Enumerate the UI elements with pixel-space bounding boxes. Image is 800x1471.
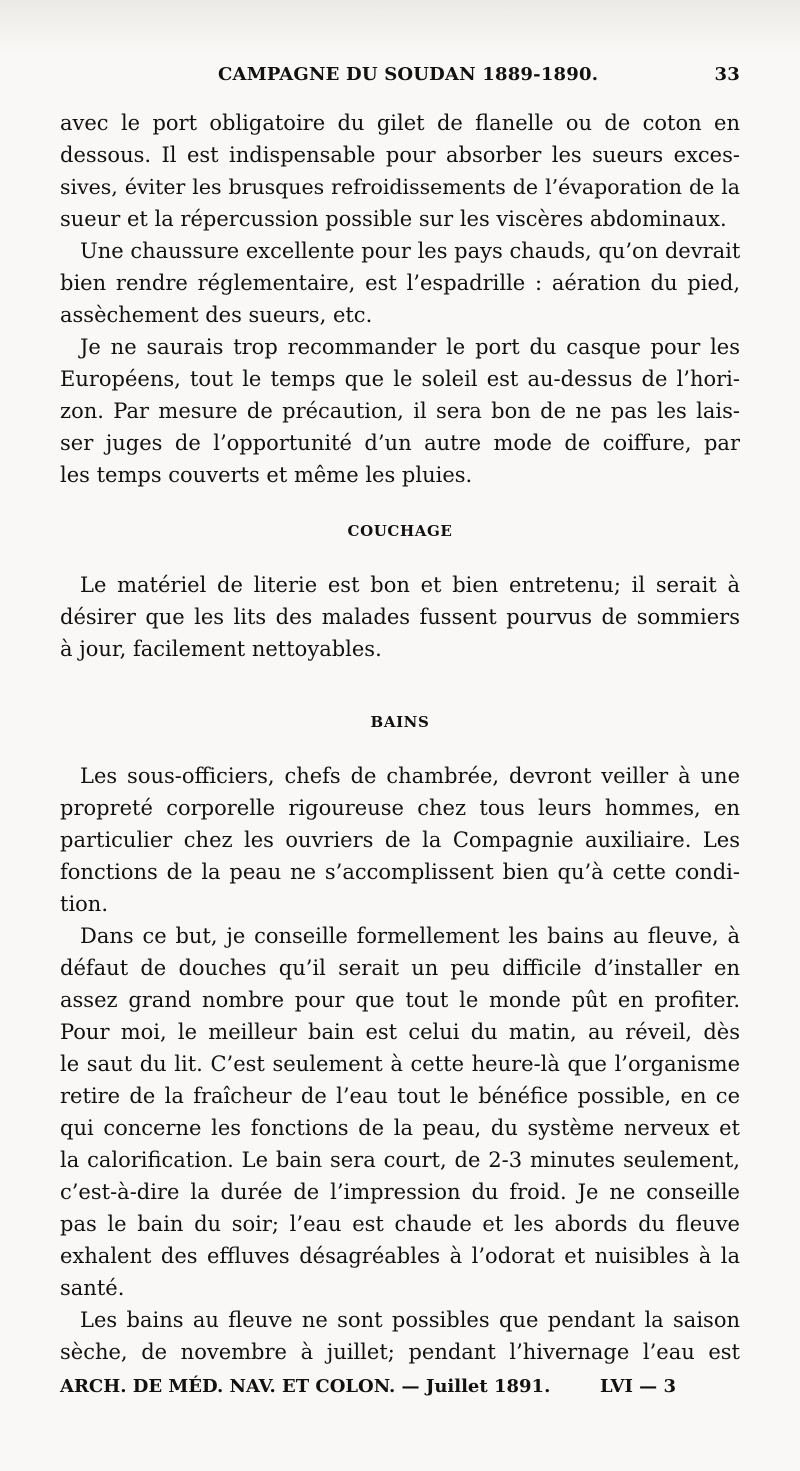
text-line: zon. Par mesure de précaution, il sera bon de ne pas les lais- xyxy=(60,399,740,423)
text-line: Les sous-officiers, chefs de chambrée, devront veiller à une xyxy=(80,764,740,788)
paragraph-river-baths xyxy=(60,920,740,1304)
signature-mark: LVI — 3 xyxy=(600,1376,676,1397)
paragraph-hygiene xyxy=(60,760,740,920)
text-line: propreté corporelle rigoureuse chez tous leurs hommes, en xyxy=(60,796,740,820)
paragraph-dry-season xyxy=(60,1304,740,1368)
text-line: la calorification. Le bain sera court, de 2-3 minutes seulement, xyxy=(60,1148,740,1172)
paragraph-flannel-vest xyxy=(60,107,740,235)
section-heading-couchage: COUCHAGE xyxy=(347,522,453,540)
paragraph-footwear xyxy=(60,235,740,331)
text-line: à jour, facilement nettoyables. xyxy=(60,637,382,661)
text-line: sueur et la répercussion possible sur les viscères abdominaux. xyxy=(60,207,727,231)
text-line: avec le port obligatoire du gilet de flanelle ou de coton en xyxy=(60,111,740,135)
page-header xyxy=(60,64,740,90)
text-line: dessous. Il est indispensable pour absorber les sueurs exces- xyxy=(60,143,740,167)
page-footer xyxy=(60,1376,740,1402)
text-line: Pour moi, le meilleur bain est celui du matin, au réveil, dès xyxy=(60,1020,740,1044)
text-line: qui concerne les fonctions de la peau, du système nerveux et xyxy=(60,1116,740,1140)
text-line: santé. xyxy=(60,1276,125,1300)
page-number: 33 xyxy=(714,64,740,85)
scan-edge-shading xyxy=(0,0,800,58)
text-line: Européens, tout le temps que le soleil est au-dessus de l’hori- xyxy=(60,367,740,391)
text-line: les temps couverts et même les pluies. xyxy=(60,463,473,487)
running-title: CAMPAGNE DU SOUDAN 1889-1890. xyxy=(218,64,599,85)
text-line: désirer que les lits des malades fussent pourvus de sommiers xyxy=(60,605,740,629)
paragraph-helmet xyxy=(60,331,740,491)
text-line: pas le bain du soir; l’eau est chaude et les abords du fleuve xyxy=(60,1212,740,1236)
text-line: retire de la fraîcheur de l’eau tout le bénéfice possible, en ce xyxy=(60,1084,740,1108)
text-line: tion. xyxy=(60,892,108,916)
text-line: Le matériel de literie est bon et bien entretenu; il serait à xyxy=(80,573,740,597)
text-line: sèche, de novembre à juillet; pendant l’hivernage l’eau est xyxy=(60,1340,740,1364)
text-line: c’est-à-dire la durée de l’impression du froid. Je ne conseille xyxy=(60,1180,740,1204)
text-line: ser juges de l’opportunité d’un autre mode de coiffure, par xyxy=(60,431,740,455)
text-line: assez grand nombre pour que tout le monde pût en profiter. xyxy=(60,988,740,1012)
text-line: Une chaussure excellente pour les pays chauds, qu’on devrait xyxy=(80,239,740,263)
paragraph-bedding xyxy=(60,569,740,665)
text-line: bien rendre réglementaire, est l’espadrille : aération du pied, xyxy=(60,271,740,295)
section-heading-bains: BAINS xyxy=(370,713,430,731)
text-line: exhalent des effluves désagréables à l’odorat et nuisibles à la xyxy=(60,1244,740,1268)
text-line: Dans ce but, je conseille formellement les bains au fleuve, à xyxy=(80,924,740,948)
text-line: particulier chez les ouvriers de la Compagnie auxiliaire. Les xyxy=(60,828,740,852)
text-line: fonctions de la peau ne s’accomplissent bien qu’à cette condi- xyxy=(60,860,740,884)
journal-reference: ARCH. DE MÉD. NAV. ET COLON. — Juillet 1891. xyxy=(60,1376,551,1397)
text-line: Je ne saurais trop recommander le port du casque pour les xyxy=(80,335,740,359)
text-line: le saut du lit. C’est seulement à cette heure-là que l’organisme xyxy=(60,1052,740,1076)
text-line: défaut de douches qu’il serait un peu difficile d’installer en xyxy=(60,956,740,980)
text-line: assèchement des sueurs, etc. xyxy=(60,303,373,327)
text-line: sives, éviter les brusques refroidissements de l’évaporation de la xyxy=(60,175,740,199)
text-line: Les bains au fleuve ne sont possibles que pendant la saison xyxy=(80,1308,740,1332)
